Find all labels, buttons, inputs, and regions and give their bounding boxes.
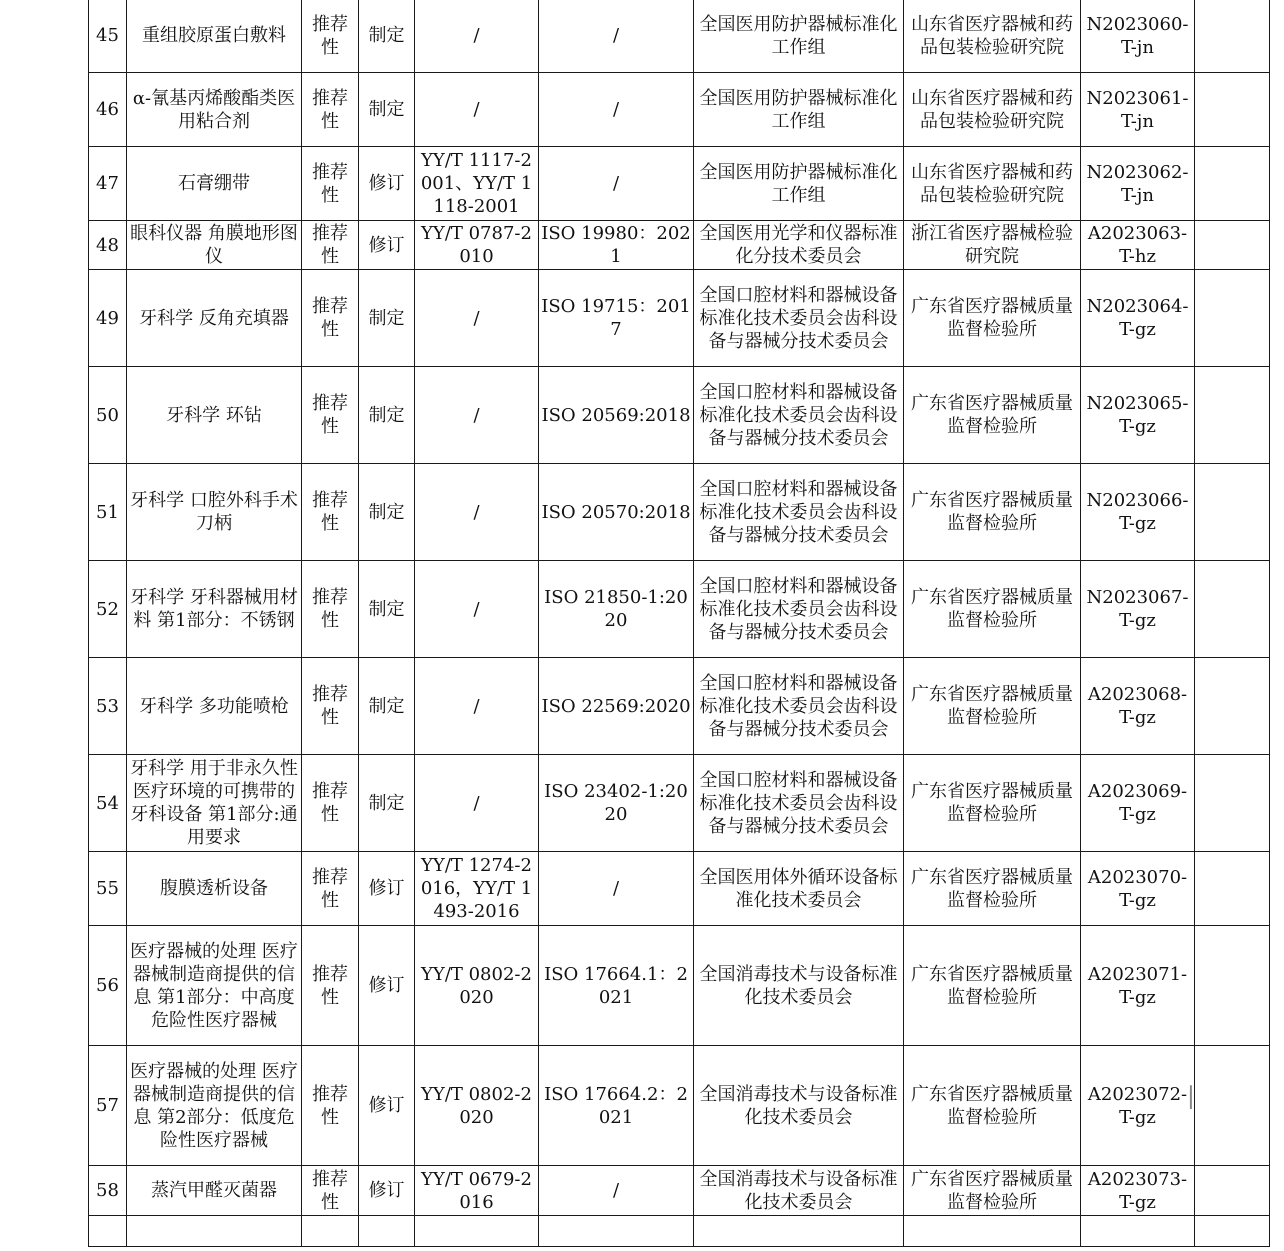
revision-action: 制定 xyxy=(359,73,415,147)
plan-number: N2023067-T-gz xyxy=(1081,561,1195,658)
row-number: 53 xyxy=(89,658,127,755)
table-row xyxy=(89,464,1270,561)
technical-committee: 全国消毒技术与设备标准化技术委员会 xyxy=(694,1166,904,1216)
standard-name: 石膏绷带 xyxy=(127,147,302,221)
empty-cell xyxy=(1195,1166,1270,1216)
standard-type: 推荐性 xyxy=(302,73,359,147)
empty-cell xyxy=(1195,0,1270,73)
drafting-unit: 广东省医疗器械质量监督检验所 xyxy=(904,1166,1081,1216)
drafting-unit: 山东省医疗器械和药品包装检验研究院 xyxy=(904,147,1081,221)
row-number: 58 xyxy=(89,1166,127,1216)
technical-committee: 全国医用防护器械标准化工作组 xyxy=(694,0,904,73)
standard-name: α-氰基丙烯酸酯类医用粘合剂 xyxy=(127,73,302,147)
empty-cell xyxy=(694,1216,904,1247)
empty-cell xyxy=(1195,270,1270,367)
technical-committee: 全国口腔材料和器械设备标准化技术委员会齿科设备与器械分技术委员会 xyxy=(694,658,904,755)
drafting-unit: 山东省医疗器械和药品包装检验研究院 xyxy=(904,73,1081,147)
row-number: 46 xyxy=(89,73,127,147)
revision-action: 制定 xyxy=(359,658,415,755)
row-number: 51 xyxy=(89,464,127,561)
plan-number: A2023069-T-gz xyxy=(1081,755,1195,852)
revision-action: 制定 xyxy=(359,464,415,561)
table-row xyxy=(89,1046,1270,1166)
revision-action: 修订 xyxy=(359,1046,415,1166)
technical-committee: 全国口腔材料和器械设备标准化技术委员会齿科设备与器械分技术委员会 xyxy=(694,755,904,852)
plan-number: A2023068-T-gz xyxy=(1081,658,1195,755)
drafting-unit: 广东省医疗器械质量监督检验所 xyxy=(904,270,1081,367)
table-row xyxy=(89,0,1270,73)
international-standard: ISO 20569:2018 xyxy=(539,367,694,464)
replaced-standard: YY/T 1117-2001、YY/T 1118-2001 xyxy=(415,147,539,221)
empty-cell xyxy=(1195,658,1270,755)
standard-type: 推荐性 xyxy=(302,755,359,852)
drafting-unit: 广东省医疗器械质量监督检验所 xyxy=(904,852,1081,926)
standard-name: 牙科学 反角充填器 xyxy=(127,270,302,367)
replaced-standard: / xyxy=(415,73,539,147)
standard-type: 推荐性 xyxy=(302,1046,359,1166)
empty-cell xyxy=(1195,926,1270,1046)
technical-committee: 全国口腔材料和器械设备标准化技术委员会齿科设备与器械分技术委员会 xyxy=(694,464,904,561)
international-standard: / xyxy=(539,1166,694,1216)
row-number: 45 xyxy=(89,0,127,73)
standard-name: 牙科学 口腔外科手术刀柄 xyxy=(127,464,302,561)
drafting-unit: 广东省医疗器械质量监督检验所 xyxy=(904,367,1081,464)
empty-cell xyxy=(1195,1216,1270,1247)
empty-cell xyxy=(1195,221,1270,270)
standard-type: 推荐性 xyxy=(302,221,359,270)
standard-type: 推荐性 xyxy=(302,464,359,561)
replaced-standard: / xyxy=(415,658,539,755)
technical-committee: 全国口腔材料和器械设备标准化技术委员会齿科设备与器械分技术委员会 xyxy=(694,270,904,367)
standard-type: 推荐性 xyxy=(302,926,359,1046)
row-number: 47 xyxy=(89,147,127,221)
row-number: 50 xyxy=(89,367,127,464)
standard-type: 推荐性 xyxy=(302,852,359,926)
replaced-standard: YY/T 0787-2010 xyxy=(415,221,539,270)
row-number: 57 xyxy=(89,1046,127,1166)
drafting-unit: 广东省医疗器械质量监督检验所 xyxy=(904,755,1081,852)
plan-number: N2023060-T-jn xyxy=(1081,0,1195,73)
international-standard: ISO 20570:2018 xyxy=(539,464,694,561)
revision-action: 制定 xyxy=(359,0,415,73)
scroll-marker-icon: ▏ xyxy=(1190,1085,1206,1109)
table-row xyxy=(89,221,1270,270)
plan-number: N2023065-T-gz xyxy=(1081,367,1195,464)
revision-action: 制定 xyxy=(359,561,415,658)
drafting-unit: 浙江省医疗器械检验研究院 xyxy=(904,221,1081,270)
standard-type: 推荐性 xyxy=(302,658,359,755)
plan-number: A2023073-T-gz xyxy=(1081,1166,1195,1216)
empty-cell xyxy=(1195,367,1270,464)
table-row xyxy=(89,852,1270,926)
international-standard: ISO 22569:2020 xyxy=(539,658,694,755)
technical-committee: 全国消毒技术与设备标准化技术委员会 xyxy=(694,1046,904,1166)
standard-type: 推荐性 xyxy=(302,561,359,658)
revision-action: 修订 xyxy=(359,852,415,926)
standard-type: 推荐性 xyxy=(302,0,359,73)
plan-number: N2023061-T-jn xyxy=(1081,73,1195,147)
drafting-unit: 广东省医疗器械质量监督检验所 xyxy=(904,926,1081,1046)
table-body xyxy=(89,0,1270,1247)
standard-type: 推荐性 xyxy=(302,270,359,367)
standard-name: 牙科学 环钻 xyxy=(127,367,302,464)
table-row xyxy=(89,658,1270,755)
drafting-unit: 广东省医疗器械质量监督检验所 xyxy=(904,1046,1081,1166)
revision-action: 制定 xyxy=(359,270,415,367)
table-row xyxy=(89,270,1270,367)
table-row xyxy=(89,561,1270,658)
international-standard: / xyxy=(539,0,694,73)
revision-action: 修订 xyxy=(359,147,415,221)
plan-number: A2023070-T-gz xyxy=(1081,852,1195,926)
technical-committee: 全国医用光学和仪器标准化分技术委员会 xyxy=(694,221,904,270)
replaced-standard: / xyxy=(415,270,539,367)
row-number: 48 xyxy=(89,221,127,270)
empty-cell xyxy=(1195,852,1270,926)
technical-committee: 全国消毒技术与设备标准化技术委员会 xyxy=(694,926,904,1046)
empty-cell xyxy=(1195,1046,1270,1166)
replaced-standard: YY/T 0679-2016 xyxy=(415,1166,539,1216)
empty-cell xyxy=(302,1216,359,1247)
standard-name: 医疗器械的处理 医疗器械制造商提供的信息 第2部分：低度危险性医疗器械 xyxy=(127,1046,302,1166)
drafting-unit: 广东省医疗器械质量监督检验所 xyxy=(904,658,1081,755)
technical-committee: 全国口腔材料和器械设备标准化技术委员会齿科设备与器械分技术委员会 xyxy=(694,367,904,464)
standard-name: 蒸汽甲醛灭菌器 xyxy=(127,1166,302,1216)
row-number: 52 xyxy=(89,561,127,658)
standard-name: 腹膜透析设备 xyxy=(127,852,302,926)
technical-committee: 全国医用体外循环设备标准化技术委员会 xyxy=(694,852,904,926)
row-number: 54 xyxy=(89,755,127,852)
revision-action: 制定 xyxy=(359,755,415,852)
standard-name: 牙科学 牙科器械用材料 第1部分：不锈钢 xyxy=(127,561,302,658)
standards-table xyxy=(88,0,1270,1247)
plan-number: A2023071-T-gz xyxy=(1081,926,1195,1046)
revision-action: 修订 xyxy=(359,221,415,270)
replaced-standard: / xyxy=(415,755,539,852)
empty-cell xyxy=(1195,73,1270,147)
revision-action: 修订 xyxy=(359,1166,415,1216)
international-standard: ISO 17664.1：2021 xyxy=(539,926,694,1046)
international-standard: / xyxy=(539,852,694,926)
standard-name: 重组胶原蛋白敷料 xyxy=(127,0,302,73)
international-standard: ISO 19715：2017 xyxy=(539,270,694,367)
standard-type: 推荐性 xyxy=(302,1166,359,1216)
empty-cell xyxy=(539,1216,694,1247)
replaced-standard: / xyxy=(415,464,539,561)
table-row xyxy=(89,147,1270,221)
empty-cell xyxy=(904,1216,1081,1247)
empty-cell xyxy=(127,1216,302,1247)
technical-committee: 全国口腔材料和器械设备标准化技术委员会齿科设备与器械分技术委员会 xyxy=(694,561,904,658)
standard-name: 牙科学 多功能喷枪 xyxy=(127,658,302,755)
standard-type: 推荐性 xyxy=(302,147,359,221)
international-standard: ISO 21850-1:2020 xyxy=(539,561,694,658)
international-standard: / xyxy=(539,147,694,221)
drafting-unit: 山东省医疗器械和药品包装检验研究院 xyxy=(904,0,1081,73)
plan-number: N2023062-T-jn xyxy=(1081,147,1195,221)
standard-name: 医疗器械的处理 医疗器械制造商提供的信息 第1部分：中高度危险性医疗器械 xyxy=(127,926,302,1046)
international-standard: ISO 17664.2：2021 xyxy=(539,1046,694,1166)
table-row xyxy=(89,73,1270,147)
standard-type: 推荐性 xyxy=(302,367,359,464)
empty-cell xyxy=(359,1216,415,1247)
standard-name: 牙科学 用于非永久性医疗环境的可携带的牙科设备 第1部分:通用要求 xyxy=(127,755,302,852)
empty-cell xyxy=(1195,464,1270,561)
plan-number: A2023072-T-gz xyxy=(1081,1046,1195,1166)
replaced-standard: / xyxy=(415,561,539,658)
replaced-standard: / xyxy=(415,0,539,73)
empty-cell xyxy=(1195,147,1270,221)
empty-cell xyxy=(1195,755,1270,852)
table-row xyxy=(89,926,1270,1046)
international-standard: ISO 23402-1:2020 xyxy=(539,755,694,852)
table-row xyxy=(89,367,1270,464)
replaced-standard: / xyxy=(415,367,539,464)
standard-name: 眼科仪器 角膜地形图仪 xyxy=(127,221,302,270)
replaced-standard: YY/T 0802-2020 xyxy=(415,1046,539,1166)
row-number: 55 xyxy=(89,852,127,926)
revision-action: 修订 xyxy=(359,926,415,1046)
technical-committee: 全国医用防护器械标准化工作组 xyxy=(694,73,904,147)
revision-action: 制定 xyxy=(359,367,415,464)
row-number: 56 xyxy=(89,926,127,1046)
international-standard: / xyxy=(539,73,694,147)
replaced-standard: YY/T 1274-2016，YY/T 1493-2016 xyxy=(415,852,539,926)
international-standard: ISO 19980：2021 xyxy=(539,221,694,270)
empty-cell xyxy=(1195,561,1270,658)
drafting-unit: 广东省医疗器械质量监督检验所 xyxy=(904,561,1081,658)
plan-number: N2023066-T-gz xyxy=(1081,464,1195,561)
empty-cell xyxy=(415,1216,539,1247)
table-row-partial xyxy=(89,1216,1270,1247)
empty-cell xyxy=(1081,1216,1195,1247)
table-row xyxy=(89,1166,1270,1216)
drafting-unit: 广东省医疗器械质量监督检验所 xyxy=(904,464,1081,561)
replaced-standard: YY/T 0802-2020 xyxy=(415,926,539,1046)
plan-number: N2023064-T-gz xyxy=(1081,270,1195,367)
table-row xyxy=(89,755,1270,852)
plan-number: A2023063-T-hz xyxy=(1081,221,1195,270)
empty-cell xyxy=(89,1216,127,1247)
row-number: 49 xyxy=(89,270,127,367)
technical-committee: 全国医用防护器械标准化工作组 xyxy=(694,147,904,221)
